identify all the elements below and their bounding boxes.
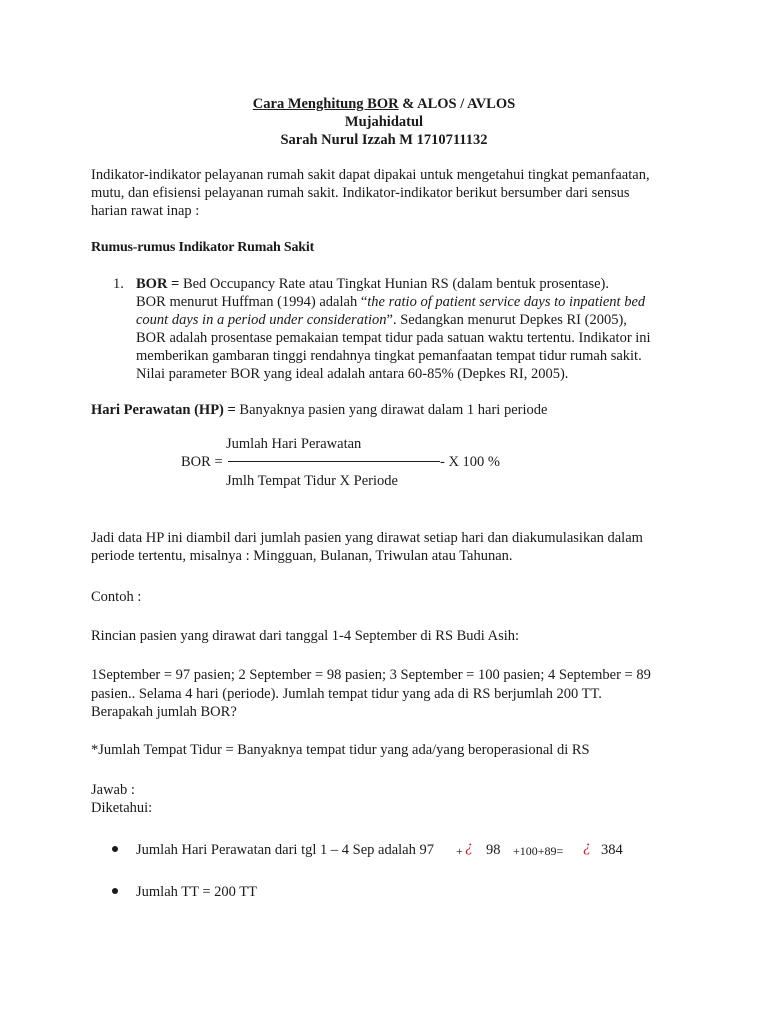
list-line-1 <box>136 275 609 293</box>
inverted-question-glyph-1: ¿ <box>465 838 473 855</box>
title-rest: & ALOS / AVLOS <box>398 96 516 112</box>
bor-equals: = <box>167 276 183 292</box>
huffman-intro: BOR menurut Huffman (1994) adalah “ <box>136 294 368 310</box>
depkes-intro: ”. Sedangkan menurut Depkes RI (2005), <box>386 312 627 328</box>
hp-term: Hari Perawatan (HP) = <box>91 402 240 418</box>
contoh-label: Contoh : <box>91 589 142 605</box>
list-line-4: BOR adalah prosentase pemakaian tempat tidur pada satuan waktu tertentu. Indikator ini <box>136 330 651 346</box>
hp-definition <box>91 401 547 419</box>
bullet-1-total: 384 <box>601 842 623 858</box>
author-line-1: Mujahidatul <box>344 114 424 130</box>
rincian-line: Rincian pasien yang dirawat dari tanggal 1-4 September di RS Budi Asih: <box>91 628 520 644</box>
bor-term: BOR <box>136 276 168 292</box>
fraction-line <box>228 461 440 462</box>
bullet-1-text: Jumlah Hari Perawatan dari tgl 1 – 4 Sep adalah 97 <box>136 842 434 858</box>
huffman-quote-1: the ratio of patient service days to inpatient bed <box>367 294 646 310</box>
bor-definition: Bed Occupancy Rate atau Tingkat Hunian RS (dalam bentuk prosentase). <box>182 276 609 292</box>
bullet-1-plus: + <box>456 844 463 858</box>
bullet-1-value-2: 98 <box>486 842 501 858</box>
data-line-1: 1September = 97 pasien; 2 September = 98 pasien; 3 September = 100 pasien; 4 September = 89 <box>91 667 651 683</box>
title-block <box>0 95 768 149</box>
formula-rhs: - X 100 % <box>440 454 501 470</box>
doc-title <box>0 95 768 113</box>
bullet-1-math: +100+89= <box>513 844 564 858</box>
title-underlined: Cara Menghitung BOR <box>252 96 399 112</box>
diketahui-label: Diketahui: <box>91 800 153 816</box>
inverted-question-glyph-2: ¿ <box>583 838 591 855</box>
author-line-2: Sarah Nurul Izzah M 1710711132 <box>280 132 488 148</box>
note-line: *Jumlah Tempat Tidur = Banyaknya tempat tidur yang ada/yang beroperasional di RS <box>91 742 590 758</box>
section-heading: Rumus-rumus Indikator Rumah Sakit <box>91 240 315 255</box>
intro-line-3: harian rawat inap : <box>91 203 200 219</box>
bullet-dot-1 <box>112 846 118 852</box>
bullet-dot-2 <box>112 888 118 894</box>
huffman-quote-2: count days in a period under consideration <box>136 312 387 328</box>
explain-line-1: Jadi data HP ini diambil dari jumlah pasien yang dirawat setiap hari dan diakumulasikan dalam <box>91 530 643 546</box>
jawab-label: Jawab : <box>91 782 135 798</box>
list-line-3 <box>136 311 627 329</box>
formula-lhs: BOR = <box>181 454 223 470</box>
list-line-5: memberikan gambaran tinggi rendahnya tingkat pemanfaatan tempat tidur rumah sakit. <box>136 348 642 364</box>
list-number: 1. <box>113 276 124 292</box>
intro-line-2: mutu, dan efisiensi pelayanan rumah sakit. Indikator-indikator berikut bersumber dari sensus <box>91 185 630 201</box>
bullet-2-text: Jumlah TT = 200 TT <box>136 884 257 900</box>
intro-line-1: Indikator-indikator pelayanan rumah sakit dapat dipakai untuk mengetahui tingkat pemanfaatan, <box>91 167 650 183</box>
hp-text: Banyaknya pasien yang dirawat dalam 1 hari periode <box>239 402 548 418</box>
data-line-2: pasien.. Selama 4 hari (periode). Jumlah tempat tidur yang ada di RS berjumlah 200 TT. <box>91 686 602 702</box>
data-line-3: Berapakah jumlah BOR? <box>91 704 237 720</box>
formula-numerator: Jumlah Hari Perawatan <box>226 436 362 452</box>
list-line-2 <box>136 293 645 311</box>
formula-denominator: Jmlh Tempat Tidur X Periode <box>226 473 398 489</box>
explain-line-2: periode tertentu, misalnya : Mingguan, Bulanan, Triwulan atau Tahunan. <box>91 548 513 564</box>
list-line-6: Nilai parameter BOR yang ideal adalah antara 60-85% (Depkes RI, 2005). <box>136 366 569 382</box>
